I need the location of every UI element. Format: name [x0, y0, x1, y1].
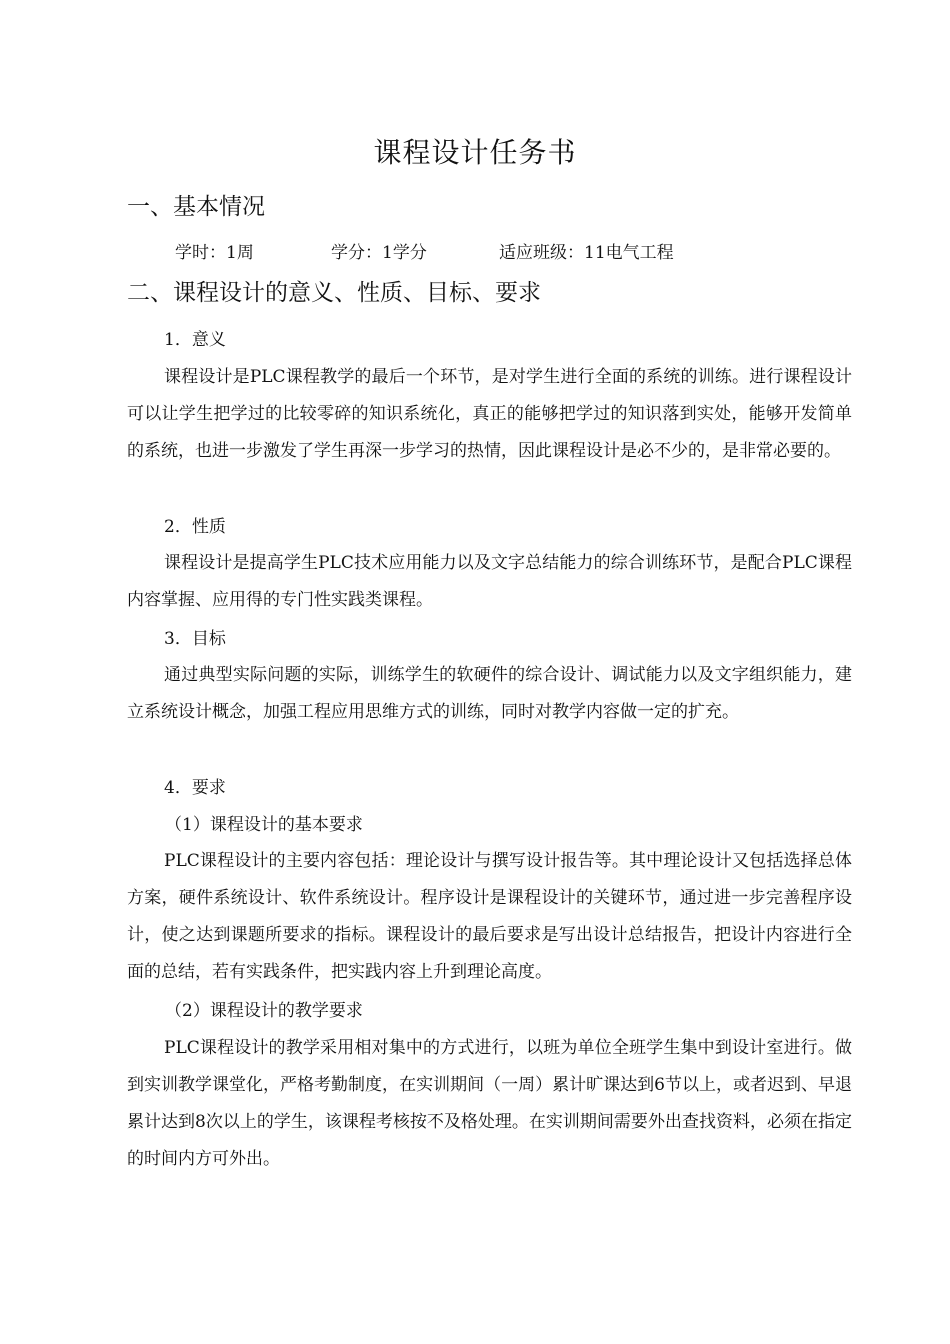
- study-hours: 学时：1周: [175, 243, 254, 263]
- basic-info-line: [175, 238, 855, 268]
- section-basic-info-heading: 一、基本情况: [127, 194, 265, 220]
- teaching-requirements-heading: （2）课程设计的教学要求: [165, 1001, 363, 1021]
- nature-heading: 2．性质: [164, 517, 226, 537]
- basic-requirements-heading: （1）课程设计的基本要求: [165, 815, 363, 835]
- requirements-heading: 4．要求: [164, 778, 226, 798]
- applicable-class: 适应班级：11电气工程: [499, 243, 674, 263]
- document-title: 课程设计任务书: [373, 136, 577, 169]
- goal-heading: 3．目标: [164, 629, 226, 649]
- basic-requirements-paragraph: PLC课程设计的主要内容包括：理论设计与撰写设计报告等。其中理论设计又包括选择总体方案，硬件系统设计、软件系统设计。程序设计是课程设计的关键环节，通过进一步完善程序设计，使之达到课题所要求的指标。课程设计的最后要求是写出设计总结报告，把设计内容进行全面的总结，若有实践条件，把实践内容上升到理论高度。: [127, 851, 852, 982]
- meaning-paragraph: 课程设计是PLC课程教学的最后一个环节，是对学生进行全面的系统的训练。进行课程设计可以让学生把学过的比较零碎的知识系统化，真正的能够把学过的知识落到实处，能够开发简单的系统，也进一步激发了学生再深一步学习的热情，因此课程设计是必不少的，是非常必要的。: [127, 367, 852, 461]
- nature-paragraph: 课程设计是提高学生PLC技术应用能力以及文字总结能力的综合训练环节，是配合PLC课程内容掌握、应用得的专门性实践类课程。: [127, 553, 852, 610]
- goal-paragraph: 通过典型实际问题的实际，训练学生的软硬件的综合设计、调试能力以及文字组织能力，建立系统设计概念，加强工程应用思维方式的训练，同时对教学内容做一定的扩充。: [127, 665, 852, 722]
- credits: 学分：1学分: [331, 243, 427, 263]
- section-course-design-heading: 二、课程设计的意义、性质、目标、要求: [127, 280, 541, 306]
- meaning-heading: 1．意义: [164, 330, 226, 350]
- teaching-requirements-paragraph: PLC课程设计的教学采用相对集中的方式进行，以班为单位全班学生集中到设计室进行。做到实训教学课堂化，严格考勤制度，在实训期间（一周）累计旷课达到6节以上，或者迟到、早退累计达到8次以上的学生，该课程考核按不及格处理。在实训期间需要外出查找资料，必须在指定的时间内方可外出。: [127, 1038, 852, 1169]
